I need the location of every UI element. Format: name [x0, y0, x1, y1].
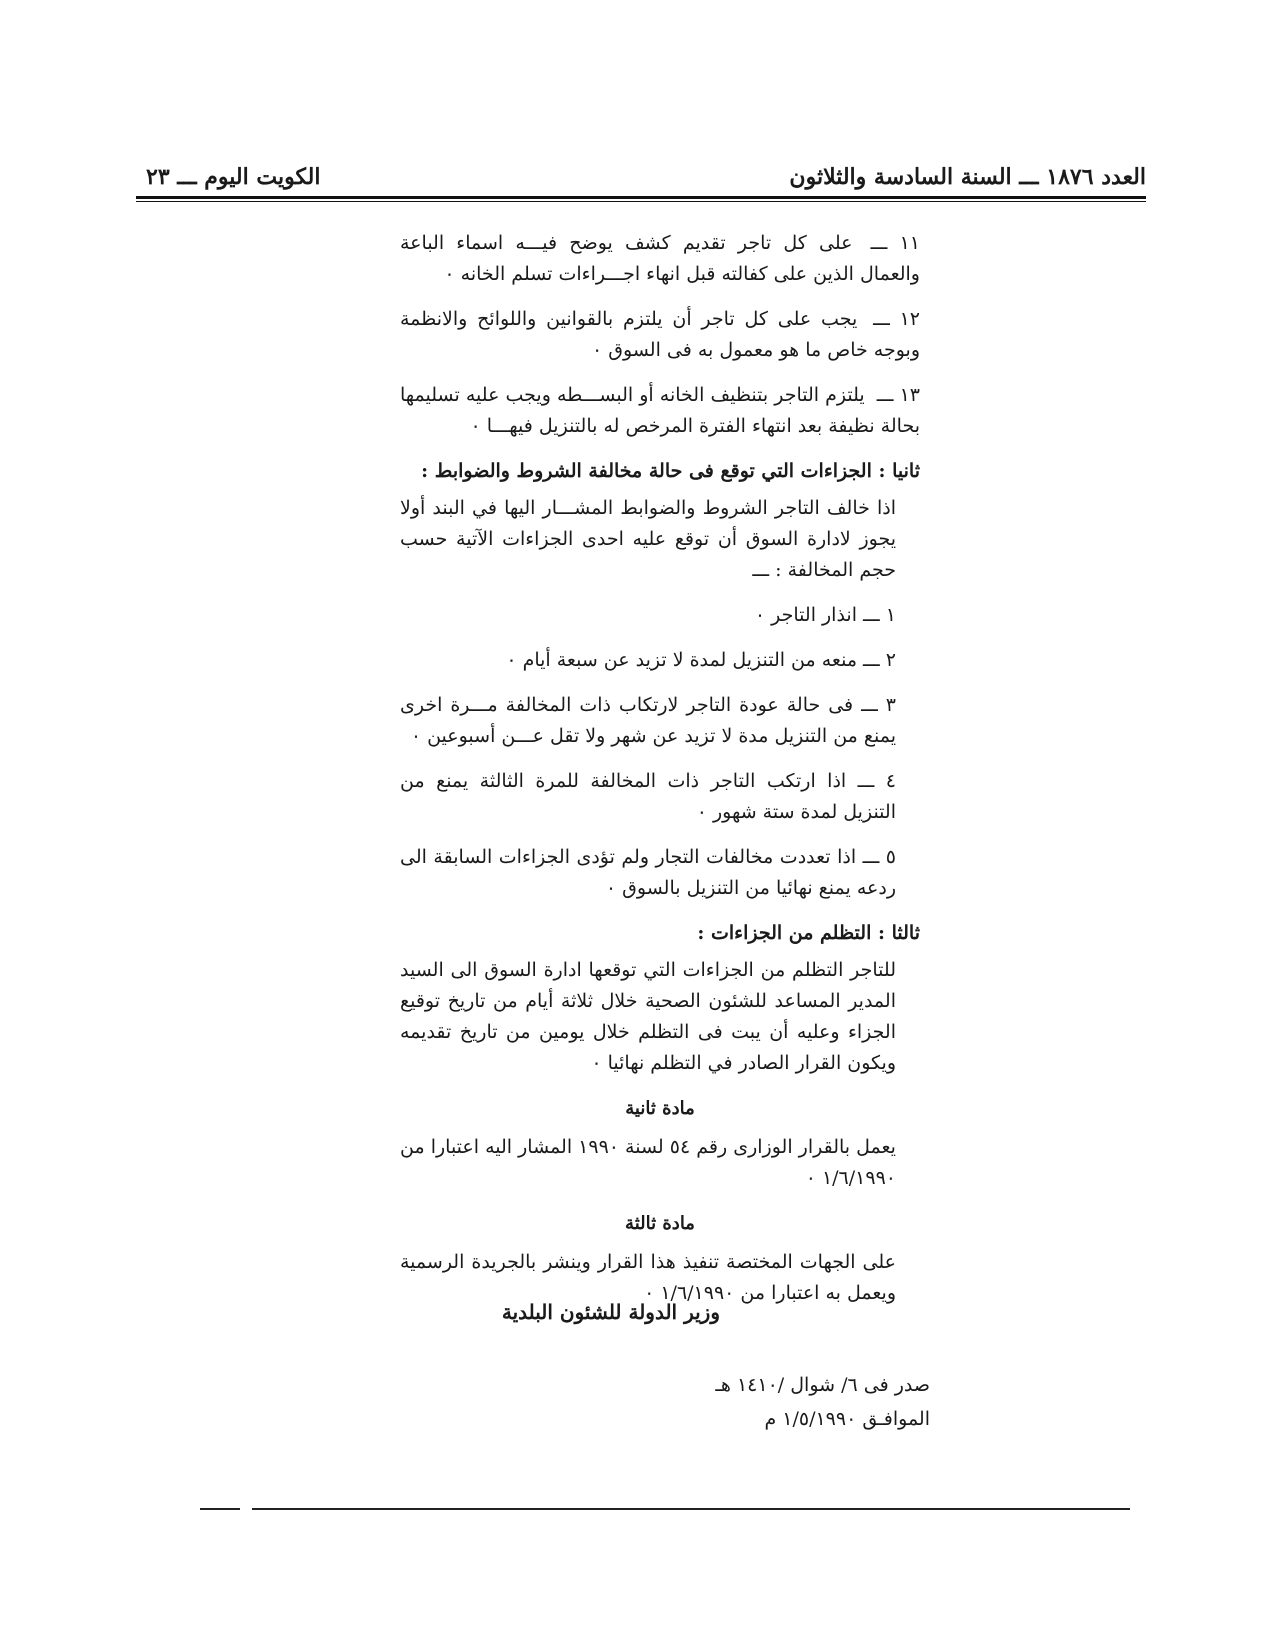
article-2-text: يعمل بالقرار الوزارى رقم ٥٤ لسنة ١٩٩٠ المشار اليه اعتبارا من ١/٦/١٩٩٠ ٠	[400, 1136, 896, 1189]
penalty-2: ٢ ـــ منعه من التنزيل لمدة لا تزيد عن سبعة أيام ٠	[506, 649, 896, 671]
section-2-intro: اذا خالف التاجر الشروط والضوابط المشـــار اليها في البند أولا يجوز لادارة السوق أن توقع عليه احدى الجزاءات الآتية حسب حجم المخالفة : ـــ	[400, 497, 896, 581]
section-3-heading: ثالثا : التظلم من الجزاءات :	[697, 922, 920, 944]
section-2-heading: ثانيا : الجزاءات التي توقع فى حالة مخالفة الشروط والضوابط :	[421, 460, 920, 482]
gregorian-date: الموافـق ١/٥/١٩٩٠ م	[764, 1408, 930, 1430]
item-text: يلتزم التاجر بتنظيف الخانه أو البســـطه ويجب عليه تسليمها بحالة نظيفة بعد انتهاء الفترة المرخص له بالتنزيل فيهـــا ٠	[400, 384, 920, 437]
footer-rule-gap	[240, 1506, 252, 1512]
penalty-5: ٥ ـــ اذا تعددت مخالفات التجار ولم تؤدى الجزاءات السابقة الى ردعه يمنع نهائيا من التنزيل بالسوق ٠	[400, 846, 896, 899]
footer-rule	[200, 1508, 1130, 1510]
signature-title: وزير الدولة للشئون البلدية	[501, 1300, 720, 1324]
header-rule-thin	[136, 201, 1146, 202]
journal-name: الكويت اليوم ـــ ٢٣	[146, 164, 321, 190]
item-number: ١١ ـــ	[870, 232, 920, 254]
article-3-title: مادة ثالثة	[625, 1213, 695, 1234]
page-header	[136, 160, 1146, 196]
hijri-date: صدر فى ٦/ شوال /١٤١٠ هـ	[715, 1374, 930, 1396]
item-text: على كل تاجر تقديم كشف يوضح فيـــه اسماء الباعة والعمال الذين على كفالته قبل انهاء اجـــراءات تسلم الخانه ٠	[400, 232, 920, 285]
item-12	[400, 304, 920, 366]
issue-info: العدد ١٨٧٦ ـــ السنة السادسة والثلاثون	[789, 164, 1146, 190]
penalty-1: ١ ـــ انذار التاجر ٠	[754, 604, 896, 626]
header-rule	[136, 196, 1146, 199]
section-3-text: للتاجر التظلم من الجزاءات التي توقعها ادارة السوق الى السيد المدير المساعد للشئون الصحية خلال ثلاثة أيام من تاريخ توقيع الجزاء وعليه أن يبت فى التظلم خلال يومين من تاريخ تقديمه ويكون القرار الصادر في التظلم نهائيا ٠	[400, 959, 896, 1074]
item-number: ١٣ ـــ	[876, 384, 920, 406]
body-text	[400, 228, 920, 1323]
issue-date	[640, 1368, 930, 1436]
item-text: يجب على كل تاجر أن يلتزم بالقوانين واللوائح والانظمة وبوجه خاص ما هو معمول به فى السوق ٠	[400, 308, 920, 361]
item-13	[400, 380, 920, 442]
item-11	[400, 228, 920, 290]
article-3-text: على الجهات المختصة تنفيذ هذا القرار وينشر بالجريدة الرسمية ويعمل به اعتبارا من ١/٦/١٩٩٠ ٠	[400, 1251, 896, 1304]
penalty-3: ٣ ـــ فى حالة عودة التاجر لارتكاب ذات المخالفة مـــرة اخرى يمنع من التنزيل مدة لا تزيد عن شهر ولا تقل عـــن أسبوعين ٠	[400, 694, 896, 747]
penalty-4: ٤ ـــ اذا ارتكب التاجر ذات المخالفة للمرة الثالثة يمنع من التنزيل لمدة ستة شهور ٠	[400, 770, 896, 823]
article-2-title: مادة ثانية	[625, 1098, 695, 1119]
item-number: ١٢ ـــ	[873, 308, 920, 330]
